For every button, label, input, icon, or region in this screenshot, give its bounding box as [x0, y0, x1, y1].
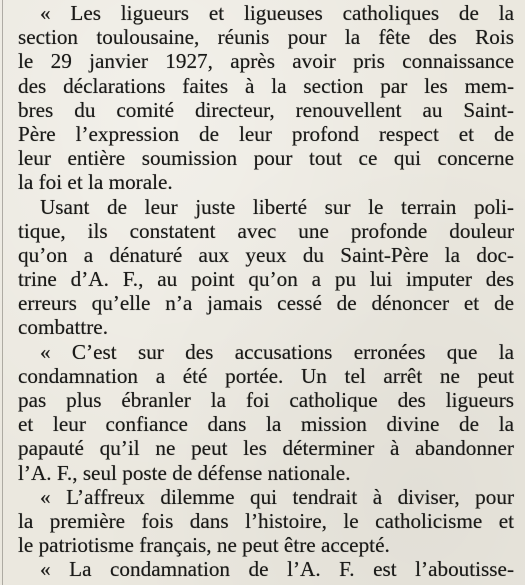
article-line: condamnation a été portée. Un tel arrêt ne peut — [18, 363, 514, 388]
article-line: section toulousaine, réunis pour la fête des Rois — [18, 25, 514, 50]
article-line: « C’est sur des accusations erronées que la — [40, 339, 514, 364]
article-line: pas plus ébranler la foi catholique des ligueurs — [18, 388, 514, 412]
article-line: « Les ligueurs et ligueuses catholiques de la — [40, 1, 514, 25]
article-line: la première fois dans l’histoire, le catholicisme et — [18, 508, 514, 533]
article-line: le patriotisme français, ne peut être accepté. — [18, 533, 390, 558]
article-line: Père l’expression de leur profond respect et de — [18, 121, 514, 146]
article-line: erreurs qu’elle n’a jamais cessé de dénoncer et de — [18, 291, 514, 316]
article-line: papauté qu’il ne peut les déterminer à abandonner — [18, 436, 514, 461]
article-line: leur entière soumission pour tout ce qui concerne — [18, 146, 514, 171]
article-line: bres du comité directeur, renouvellent au Saint- — [18, 97, 514, 122]
article-text-column — [18, 1, 514, 582]
article-line: qu’on a dénaturé aux yeux du Saint-Père la doc- — [18, 242, 514, 267]
article-line: l’A. F., seul poste de défense nationale. — [18, 460, 351, 485]
article-line: des déclarations faites à la section par les mem- — [18, 73, 514, 98]
article-line: « La condamnation de l’A. F. est l’aboutisse- — [40, 557, 514, 582]
article-line: Usant de leur juste liberté sur le terrain poli- — [40, 194, 514, 219]
article-line: et leur confiance dans la mission divine de la — [18, 412, 514, 437]
article-line: tique, ils constatent avec une profonde douleur — [18, 218, 514, 243]
article-line: combattre. — [18, 315, 109, 340]
article-line: trine d’A. F., au point qu’on a pu lui imputer des — [18, 267, 514, 292]
column-divider-rule — [2, 0, 3, 585]
article-line: la foi et la morale. — [18, 170, 173, 195]
article-line: le 29 janvier 1927, après avoir pris connaissance — [18, 49, 514, 74]
article-line: « L’affreux dilemme qui tendrait à diviser, pour — [40, 484, 514, 509]
